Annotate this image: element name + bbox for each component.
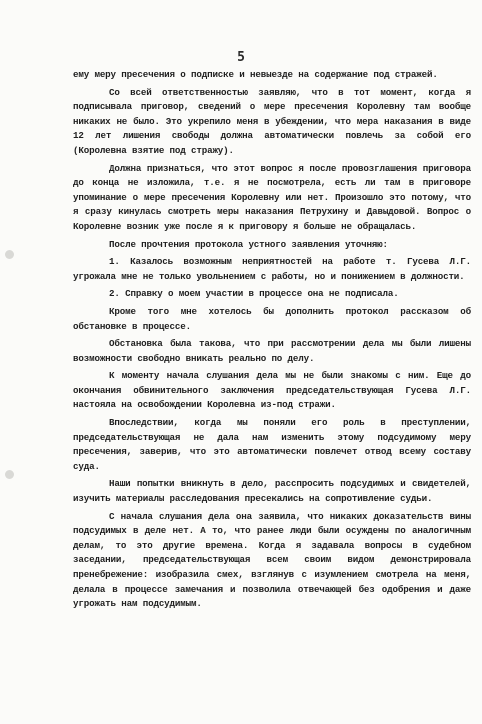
paragraph: Кроме того мне хотелось бы дополнить протокол рассказом об обстановке в процессе. [73, 305, 471, 332]
paragraph: Должна признаться, что этот вопрос я после провозглашения приговора до конца не изложила, т.е. я не посмотрела, есть ли там в приговоре упоминание о мере пресечения Королевну или нет. Произошло это потому, что я сразу кинулась смотреть меры наказания Петрухину и Давыдовой. Вопрос о Королевне возник уже после я к приговору я больше не обращалась. [73, 162, 471, 232]
paragraph: К моменту начала слушания дела мы не были знакомы с ним. Еще до окончания обвинительного заключения председательствующая Гусева Л.Г. настояла на освобождении Королевна из-под стражи. [73, 370, 471, 411]
paragraph: ему меру пресечения о подписке и невыезде на содержание под стражей. [73, 69, 438, 80]
paragraph: 1. Казалось возможным неприятностей на работе т. Гусева Л.Г. угрожала мне не только увольнением с работы, но и понижением в должности. [73, 256, 471, 282]
punch-hole [5, 250, 14, 259]
document-body [73, 68, 471, 615]
page-number: 5 [237, 50, 245, 65]
paragraph: Наши попытки вникнуть в дело, расспросить подсудимых и свидетелей, изучить материалы расследования пресекались на сопротивление судьи. [73, 478, 471, 505]
paragraph: Со всей ответственностью заявляю, что в тот момент, когда я подписывала приговор, сведений о мере пресечения Королевну там вообще никаких не было. Это укрепило меня в убеждении, что мера наказания в виде 12 лет лишения свободы должна автоматически повлечь за собой его (Королевна взятие под стражу). [73, 86, 471, 156]
paragraph: Обстановка была такова, что при рассмотрении дела мы были лишены возможности свободно вникать реально по делу. [73, 338, 471, 364]
paragraph: С начала слушания дела она заявила, что никаких доказательств вины подсудимых в деле нет. А то, что ранее люди были осуждены по аналогичным делам, то это другие времена. Когда я задавала вопросы в судебном заседании, председательствующая всем своим видом демонстрировала пренебрежение: изобразила смех, взглянув с изумлением смотрела на меня, делала в процессе замечания и позволила отвечающей без одобрения и даже угрожать нам подсудимым. [73, 510, 471, 610]
paragraph: Впоследствии, когда мы поняли его роль в преступлении, председательствующая не дала нам изменить этому подсудимому меру пресечения, заверив, что это автоматически повлечет отвод всему составу суда. [73, 417, 471, 472]
punch-hole [5, 470, 14, 479]
paragraph: 2. Справку о моем участии в процессе она не подписала. [109, 288, 399, 300]
paragraph: После прочтения протокола устного заявления уточняю: [109, 238, 388, 250]
